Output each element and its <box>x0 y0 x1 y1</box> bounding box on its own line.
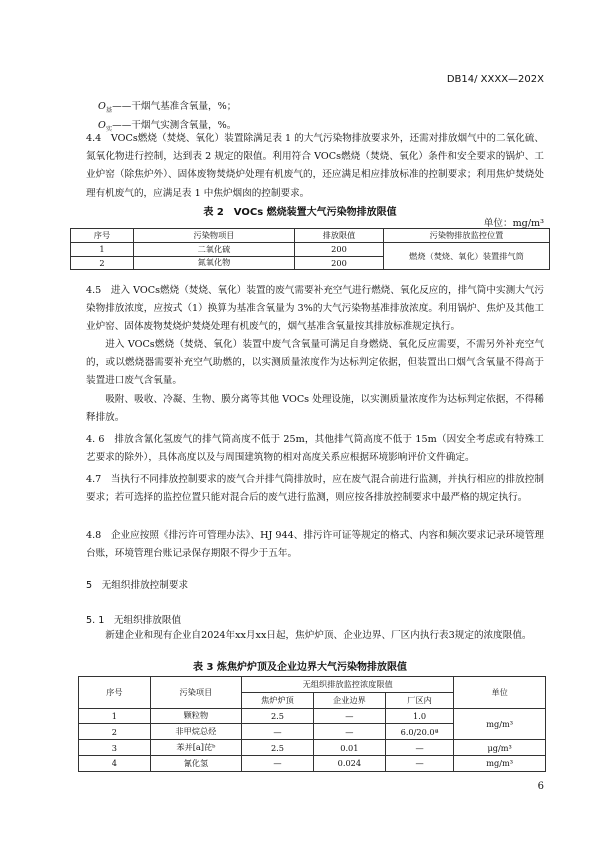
table-cell: — <box>242 724 314 740</box>
table-row <box>79 708 546 724</box>
table-cell-unit: μg/m³ <box>454 740 546 756</box>
table-row <box>79 755 546 771</box>
table-cell: 1 <box>79 708 151 724</box>
table-cell: 氮氧化物 <box>134 256 295 270</box>
table-cell: 200 <box>295 242 384 256</box>
table-cell: 200 <box>295 256 384 270</box>
table-header-cell: 焦炉炉顶 <box>242 692 314 708</box>
definition-base-oxygen: $O_基——$干烟气基准含氧量，%； <box>98 101 237 114</box>
table-header-cell: 无组织排放监控浓度限值 <box>242 677 454 693</box>
table-cell: 氰化氢 <box>150 755 241 771</box>
paragraph-4-6: 4. 6 排放含氰化氢废气的排气筒高度不低于 25m，其他排气筒高度不低于 15m（因安全考虑或有特殊工艺要求的除外），具体高度以及与周围建筑物的相对高度关系应根据环境影响评价文件确定。 <box>86 434 544 464</box>
page-number: 6 <box>537 781 544 792</box>
table2-caption: 表 2 VOCs 燃烧装置大气污染物排放限值 <box>203 207 397 218</box>
table3 <box>78 676 546 772</box>
table-cell: 颗粒物 <box>150 708 241 724</box>
table-header-cell: 污染物项目 <box>134 229 295 243</box>
paragraph-4-8: 4.8 企业应按照《排污许可管理办法》、HJ 944、排污许可证等规定的格式、内容和频次要求记录环境管理台账，环境管理台账记录保存期限不得少于五年。 <box>86 530 544 560</box>
paragraph-4-5b: 进入 VOCs燃烧（焚烧、氧化）装置中废气含氧量可满足自身燃烧、氧化反应需要，不需另外补充空气的，或以燃烧器需要补充空气助燃的，以实测质量浓度作为达标判定依据，但装置出口烟气含氧量不得高于装置进口废气含氧量。 <box>86 339 544 387</box>
table3-caption: 表 3 炼焦炉炉顶及企业边界大气污染物排放限值 <box>193 662 407 673</box>
table-cell: 二氧化硫 <box>134 242 295 256</box>
definition-measured-oxygen: $O_实——$干烟气实测含氧量，%。 <box>98 120 237 133</box>
table-row <box>79 740 546 756</box>
table-cell: 非甲烷总烃 <box>150 724 241 740</box>
table-cell: 2 <box>71 256 134 270</box>
table-cell: 苯并[a]芘ᵇ <box>150 740 241 756</box>
table-header-row <box>71 229 550 243</box>
paragraph-4-7: 4.7 当执行不同排放控制要求的废气合并排气筒排放时，应在废气混合前进行监测，并执行相应的排放控制要求；若可选择的监控位置只能对混合后的废气进行监测，则应按各排放控制要求中最严格的规定执行。 <box>86 474 544 504</box>
table2-unit: 单位：mg/m³ <box>483 218 544 229</box>
table-cell: 0.01 <box>313 740 385 756</box>
table-cell: 2 <box>79 724 151 740</box>
definition-text: ——干烟气实测含氧量，%。 <box>112 120 237 131</box>
paragraph-4-5c: 吸附、吸收、冷凝、生物、膜分离等其他 VOCs 处理设施，以实测质量浓度作为达标判定依据，不得稀释排放。 <box>86 394 544 424</box>
table-header-cell: 单位 <box>454 677 546 709</box>
table-cell: 0.024 <box>313 755 385 771</box>
table-cell-unit: mg/m³ <box>454 755 546 771</box>
table-cell-unit: mg/m³ <box>454 708 546 740</box>
table-cell: — <box>313 708 385 724</box>
table-cell: — <box>385 755 453 771</box>
section-5-1-heading: 5. 1 无组织排放限值 <box>86 615 182 626</box>
paragraph-4-4: 4.4 VOCs燃烧（焚烧、氧化）装置除满足表 1 的大气污染物排放要求外，还需对排放烟气中的二氧化硫、氮氧化物进行控制，达到表 2 规定的限值。利用符合 VOCs燃烧（焚烧、氧化）条件和安全要求的锅炉、工业炉窑（除焦炉外）、固体废物焚烧炉处理有机废气的，还应满足相应排放标准的控制要求；利用焦炉焚烧处理有机废气的，应满足表 1 中焦炉烟囱的控制要求。 <box>86 133 544 199</box>
table-cell: 1.0 <box>385 708 453 724</box>
table-cell: — <box>385 740 453 756</box>
table2 <box>70 228 550 270</box>
document-code: DB14/ XXXX—202X <box>446 74 544 85</box>
table-header-cell: 厂区内 <box>385 692 453 708</box>
table-cell: 2.5 <box>242 740 314 756</box>
table-header-cell: 序号 <box>71 229 134 243</box>
table-cell: — <box>242 755 314 771</box>
table-cell: 4 <box>79 755 151 771</box>
table-header-cell: 序号 <box>79 677 151 709</box>
table-cell: 6.0/20.0ª <box>385 724 453 740</box>
table-header-cell: 污染物排放监控位置 <box>384 229 550 243</box>
table-cell: — <box>313 724 385 740</box>
table-header-row <box>79 677 546 693</box>
table-row <box>71 242 550 256</box>
definition-sub: 实 <box>105 125 113 133</box>
table-cell-location: 燃烧（焚烧、氧化）装置排气筒 <box>384 242 550 270</box>
table-cell: 3 <box>79 740 151 756</box>
paragraph-5-1: 新建企业和现有企业自2024年xx月xx日起，焦炉炉顶、企业边界、厂区内执行表3规定的浓度限值。 <box>105 630 532 641</box>
table-header-cell: 排放限值 <box>295 229 384 243</box>
definition-text: ——干烟气基准含氧量，%； <box>112 101 237 112</box>
table-cell: 1 <box>71 242 134 256</box>
definition-sub: 基 <box>105 106 113 114</box>
table-cell: 2.5 <box>242 708 314 724</box>
table-header-cell: 企业边界 <box>313 692 385 708</box>
table-header-cell: 污染项目 <box>150 677 241 709</box>
section-5-heading: 5 无组织排放控制要求 <box>86 580 189 591</box>
paragraph-4-5a: 4.5 进入 VOCs燃烧（焚烧、氧化）装置的废气需要补充空气进行燃烧、氧化反应的，排气筒中实测大气污染物排放浓度，应按式（1）换算为基准含氧量为 3%的大气污染物基准排放浓度。利用锅炉、焦炉及其他工业炉窑、固体废物焚烧炉焚烧处理有机废气的，烟气基准含氧量按其排放标准规定执行。 <box>86 285 544 333</box>
